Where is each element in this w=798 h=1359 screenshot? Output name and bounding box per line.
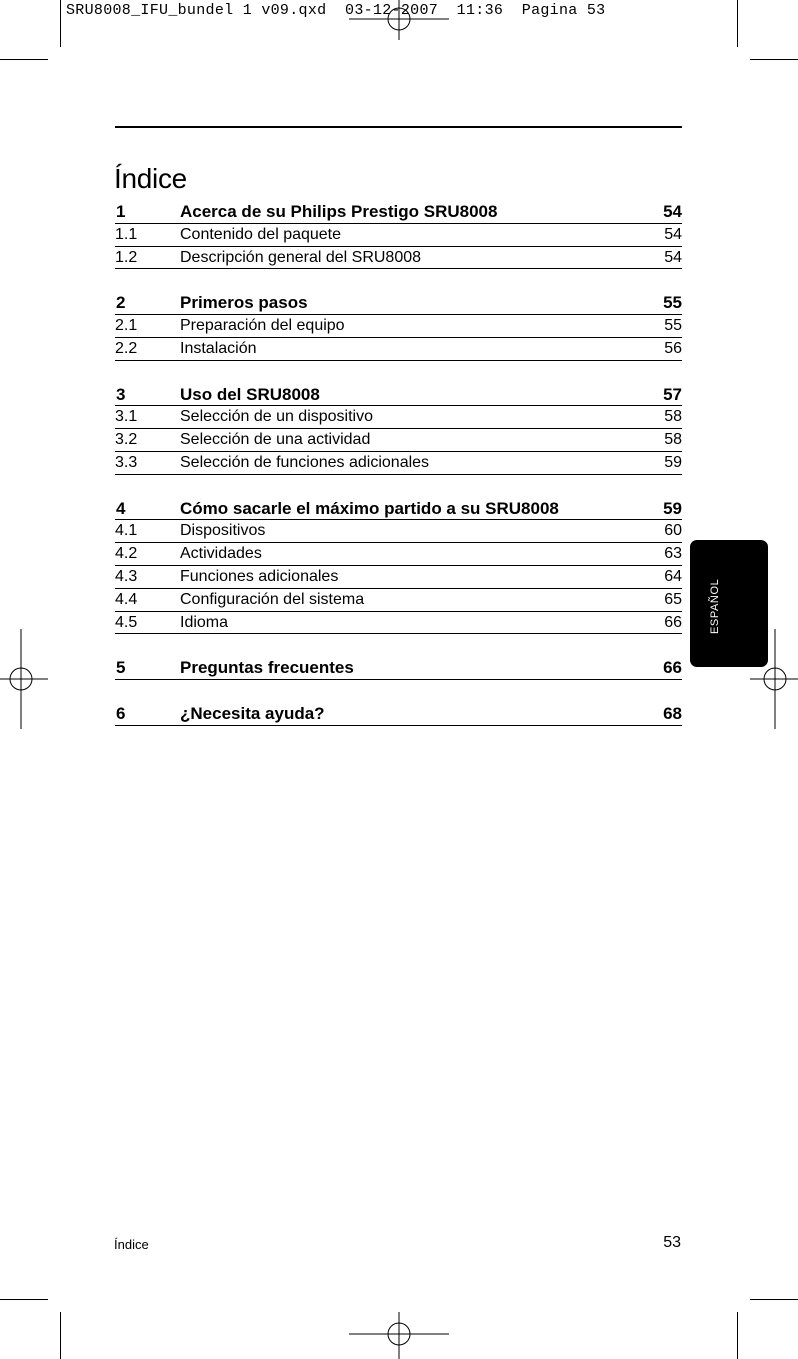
toc-number: 4 — [116, 498, 126, 518]
toc-title: Contenido del paquete — [180, 225, 342, 243]
registration-mark-top-icon — [349, 0, 449, 40]
language-tab — [690, 540, 768, 667]
toc-page: 58 — [664, 408, 682, 426]
toc-number: 2 — [116, 293, 126, 313]
toc-item-row — [115, 429, 682, 452]
toc-spacer — [115, 634, 682, 657]
toc-section-row — [115, 703, 682, 726]
toc-title: Preparación del equipo — [180, 317, 345, 335]
toc-title: Acerca de su Philips Prestigo SRU8008 — [180, 202, 498, 221]
toc-page: 66 — [664, 613, 682, 631]
toc-page: 68 — [663, 704, 682, 723]
registration-mark-bottom-icon — [349, 1312, 449, 1359]
toc-number: 3 — [116, 384, 126, 404]
toc-item-row — [115, 543, 682, 566]
toc-number: 1.1 — [115, 225, 138, 243]
language-tab-label: ESPAÑOL — [709, 578, 721, 634]
registration-mark-left-icon — [0, 629, 48, 729]
toc-item-row — [115, 406, 682, 429]
toc-title: Idioma — [180, 613, 229, 631]
toc-section-row — [115, 384, 682, 407]
toc-page: 58 — [664, 431, 682, 449]
toc-number: 2.1 — [115, 317, 138, 335]
toc-page: 55 — [663, 293, 682, 313]
toc-page: 56 — [664, 339, 682, 357]
toc-page: 63 — [664, 545, 682, 563]
toc-spacer — [115, 680, 682, 703]
toc-number: 4.3 — [115, 568, 138, 586]
toc-item-row — [115, 612, 682, 635]
toc-section-row — [115, 498, 682, 521]
toc-section-row — [115, 292, 682, 315]
toc-page: 64 — [664, 568, 682, 586]
toc-page: 66 — [663, 658, 682, 678]
toc-spacer — [115, 269, 682, 292]
printer-slug: SRU8008_IFU_bundel 1 v09.qxd 03-12-2007 11:36 Pagina 53 — [66, 2, 606, 19]
toc-number: 1.2 — [115, 248, 138, 266]
toc-page: 57 — [663, 384, 682, 404]
toc-title: Selección de una actividad — [180, 431, 371, 449]
toc-item-row — [115, 566, 682, 589]
toc-section-row — [115, 657, 682, 680]
toc-item-row — [115, 452, 682, 475]
page-title: Índice — [114, 162, 187, 194]
toc-item-row — [115, 315, 682, 338]
title-rule — [115, 126, 682, 128]
toc-title: Uso del SRU8008 — [180, 384, 320, 404]
toc-page: 54 — [663, 202, 682, 221]
toc-number: 4.2 — [115, 545, 138, 563]
toc-title: Funciones adicionales — [180, 568, 339, 586]
toc-item-row — [115, 338, 682, 361]
toc-title: Instalación — [180, 339, 257, 357]
toc-item-row — [115, 520, 682, 543]
toc-page: 59 — [664, 453, 682, 471]
toc-number: 4.5 — [115, 613, 138, 631]
toc-number: 3.1 — [115, 408, 138, 426]
toc-number: 3.3 — [115, 453, 138, 471]
toc-item-row — [115, 247, 682, 270]
page-number: 53 — [663, 1234, 681, 1251]
toc-title: Descripción general del SRU8008 — [180, 248, 422, 266]
toc-title: Selección de funciones adicionales — [180, 453, 430, 471]
footer-label: Índice — [114, 1237, 149, 1252]
toc-page: 55 — [664, 317, 682, 335]
toc-item-row — [115, 589, 682, 612]
toc-page: 60 — [664, 522, 682, 540]
toc-number: 3.2 — [115, 431, 138, 449]
toc-page: 65 — [664, 590, 682, 608]
toc-number: 4.4 — [115, 590, 138, 608]
toc-number: 4.1 — [115, 522, 138, 540]
toc-title: Preguntas frecuentes — [180, 658, 354, 678]
toc-number: 2.2 — [115, 339, 138, 357]
toc-page: 54 — [664, 248, 682, 266]
toc-page: 59 — [663, 498, 682, 518]
toc-page: 54 — [664, 225, 682, 243]
toc-number: 5 — [116, 658, 126, 678]
toc-title: Actividades — [180, 545, 262, 563]
toc-spacer — [115, 475, 682, 498]
toc-title: Primeros pasos — [180, 293, 308, 313]
toc-title: ¿Necesita ayuda? — [180, 704, 325, 723]
toc-spacer — [115, 361, 682, 384]
toc-title: Selección de un dispositivo — [180, 408, 374, 426]
toc-number: 6 — [116, 704, 126, 723]
table-of-contents — [115, 201, 682, 726]
toc-title: Dispositivos — [180, 522, 266, 540]
toc-section-row — [115, 201, 682, 224]
toc-title: Cómo sacarle el máximo partido a su SRU8008 — [180, 498, 559, 518]
toc-title: Configuración del sistema — [180, 590, 365, 608]
toc-item-row — [115, 224, 682, 247]
toc-number: 1 — [116, 202, 126, 221]
